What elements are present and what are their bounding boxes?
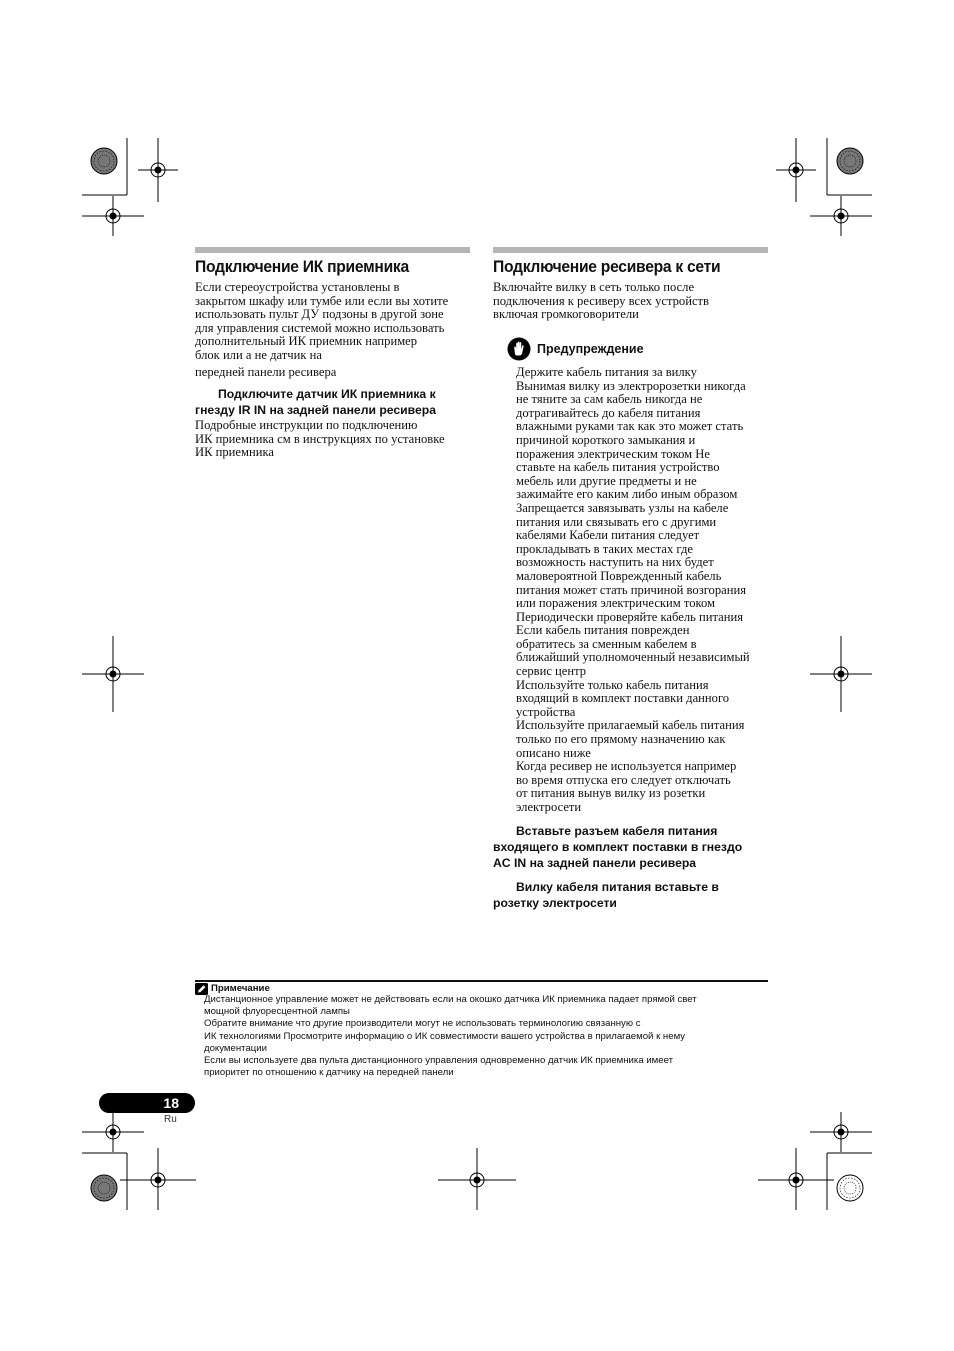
text-line: прокладывать в таких местах где — [516, 541, 693, 556]
text-line: приоритет по отношению к датчику на передней панели — [204, 1067, 454, 1079]
right-heading-bar — [493, 247, 768, 253]
text-line: розетку электросети — [493, 896, 617, 910]
text-line: блок или а не датчик на — [195, 347, 322, 362]
text-line: Включайте вилку в сеть только после — [493, 280, 695, 294]
text-line: Подробные инструкции по подключению — [195, 418, 418, 432]
text-line: питания может стать причиной возгорания — [516, 582, 746, 597]
text-line: ставьте на кабель питания устройство — [516, 460, 720, 475]
note-text — [204, 994, 697, 1079]
text-line: обратитесь за сменным кабелем в — [516, 636, 697, 651]
text-line: или поражения электрическим током — [516, 596, 716, 611]
text-line: причиной короткого замыкания и — [516, 432, 696, 447]
text-line: мощной флуоресцентной лампы — [204, 1006, 350, 1018]
text-line: ИК технологиями Просмотрите информацию о ИК совместимости вашего устройства в прилагаемой к нему — [204, 1030, 686, 1042]
right-step2-instruction — [493, 879, 719, 911]
note-divider — [195, 980, 768, 982]
text-line: маловероятной Поврежденный кабель — [516, 568, 722, 583]
text-line: входящего в комплект поставки в гнездо — [493, 840, 743, 854]
text-line: ИК приемника — [195, 445, 274, 460]
text-line: Если вы используете два пульта дистанционного управления одновременно датчик ИК приемника имеет — [204, 1055, 674, 1067]
text-line: описано ниже — [516, 745, 591, 760]
text-line: Запрещается завязывать узлы на кабеле — [516, 500, 729, 515]
text-line: AC IN на задней панели ресивера — [493, 856, 697, 870]
left-detail-text — [195, 419, 445, 460]
text-line: питания или связывать его с другими — [516, 514, 717, 529]
page-number: 18 — [163, 1095, 179, 1111]
note-title: Примечание — [211, 983, 270, 994]
text-line: Периодически проверяйте кабель питания — [516, 609, 744, 624]
text-line: Если кабель питания поврежден — [516, 623, 690, 638]
text-line: для управления системой можно использовать — [195, 320, 445, 335]
text-line: гнезду IR IN на задней панели ресивера — [195, 403, 436, 417]
text-line: сервис центр — [516, 664, 587, 679]
warning-title: Предупреждение — [537, 342, 644, 356]
text-line: устройства — [516, 704, 576, 719]
left-section-title: Подключение ИК приемника — [195, 257, 409, 276]
left-heading-bar — [195, 247, 470, 253]
text-line: Обратите внимание что другие производители могут не использовать терминологию связанную с — [204, 1018, 641, 1030]
text-line: Используйте только кабель питания — [516, 677, 709, 692]
right-step1-instruction — [493, 823, 742, 871]
text-line: Вилку кабеля питания вставьте в — [516, 880, 719, 894]
text-line: дотрагивайтесь до кабеля питания — [516, 405, 701, 420]
text-line: Вставьте разъем кабеля питания — [516, 824, 718, 838]
text-line: ближайший уполномоченный независимый — [516, 650, 750, 665]
text-line: электросети — [516, 800, 582, 814]
text-line: возможность наступить на них будет — [516, 555, 714, 570]
text-line: влажными руками так как это может стать — [516, 419, 744, 434]
text-line: Подключите датчик ИК приемника к — [218, 387, 436, 401]
right-section-title: Подключение ресивера к сети — [493, 257, 721, 276]
text-line: зажимайте его каким либо иным образом — [516, 487, 738, 502]
text-line: подключения к ресиверу всех устройств — [493, 293, 709, 308]
warning-text — [516, 366, 750, 815]
left-step-instruction — [195, 386, 436, 418]
left-intro-text — [195, 281, 448, 379]
text-line: Дистанционное управление может не действовать если на окошко датчика ИК приемника падает прямой свет — [204, 994, 697, 1005]
page-number-badge — [99, 1093, 195, 1113]
text-line: только по его прямому назначению как — [516, 732, 726, 747]
text-line: мебель или другие предметы и не — [516, 473, 697, 488]
text-line: Когда ресивер не используется например — [516, 759, 737, 774]
text-line: использовать пульт ДУ подзоны в другой зоне — [195, 307, 444, 322]
language-code: Ru — [164, 1114, 177, 1125]
text-line: Используйте прилагаемый кабель питания — [516, 718, 745, 733]
text-line: не тяните за сам кабель никогда не — [516, 392, 703, 407]
text-line: входящий в комплект поставки данного — [516, 691, 730, 706]
text-line: поражения электрическим током Не — [516, 446, 710, 461]
text-line: документации — [204, 1042, 267, 1054]
hand-stop-icon — [507, 337, 531, 361]
text-line: закрытом шкафу или тумбе или если вы хотите — [195, 293, 449, 308]
text-line: от питания вынув вилку из розетки — [516, 786, 706, 801]
right-intro-text — [493, 281, 709, 322]
text-line: Держите кабель питания за вилку — [516, 365, 697, 379]
text-line: кабелями Кабели питания следует — [516, 528, 700, 543]
text-line: включая громкоговорители — [493, 307, 639, 322]
text-line: Если стереоустройства установлены в — [195, 280, 400, 294]
text-line: передней панели ресивера — [195, 364, 337, 379]
text-line: во время отпуска его следует отключать — [516, 772, 731, 787]
text-line: дополнительный ИК приемник например — [195, 334, 418, 349]
text-line: Вынимая вилку из электророзетки никогда — [516, 378, 746, 393]
text-line: ИК приемника см в инструкциях по установке — [195, 431, 445, 446]
